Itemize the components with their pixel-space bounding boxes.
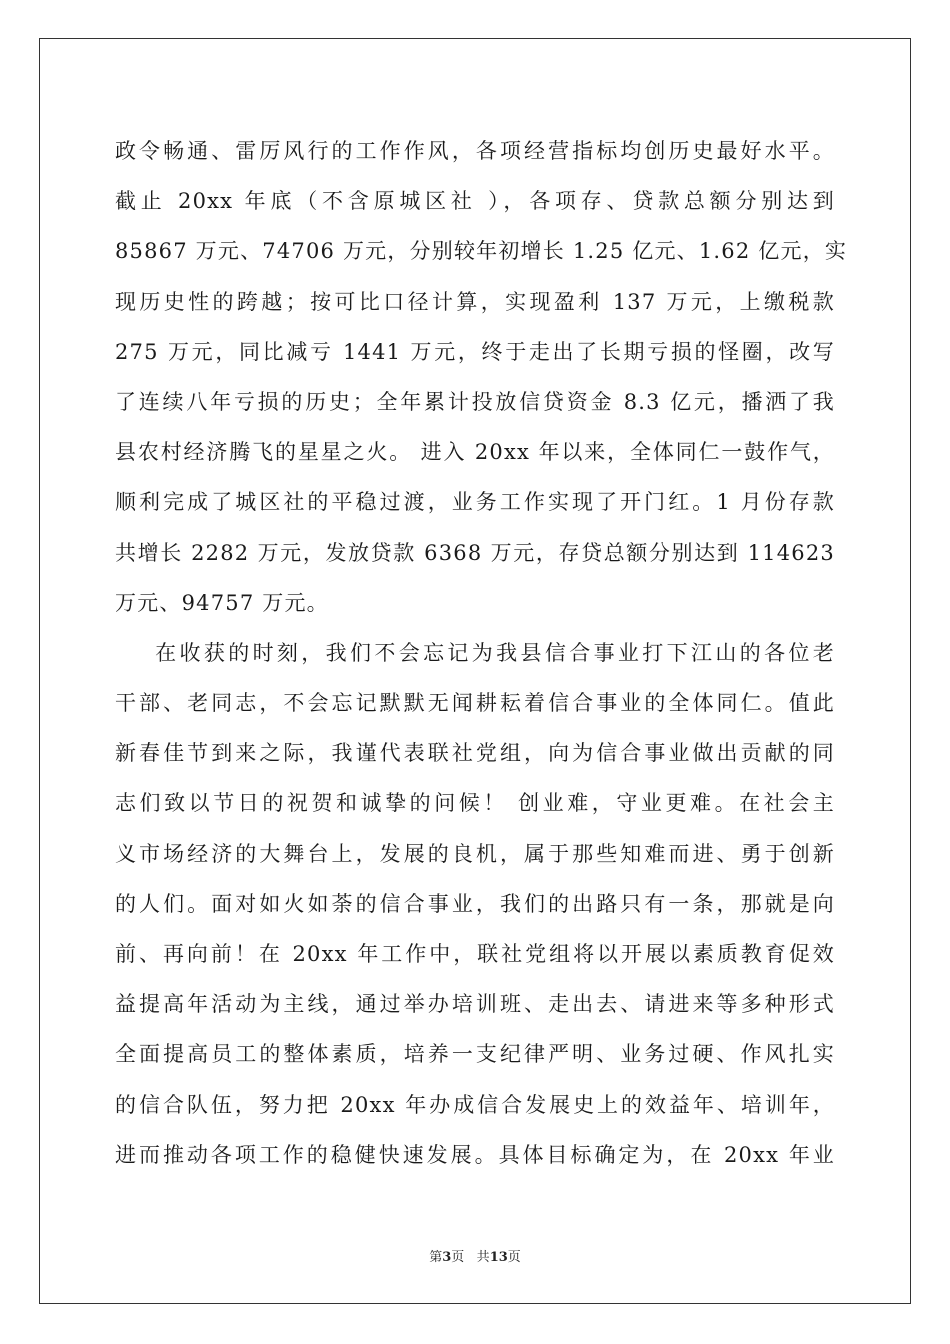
text-line: 的人们。面对如火如荼的信合事业，我们的出路只有一条，那就是向 — [115, 891, 835, 916]
total-prefix: 共 — [476, 1250, 490, 1265]
page-footer — [0, 1246, 950, 1265]
text-line: 志们致以节日的祝贺和诚挚的问候！ 创业难，守业更难。在社会主 — [115, 791, 835, 816]
text-line: 益提高年活动为主线，通过举办培训班、走出去、请进来等多种形式 — [115, 992, 835, 1017]
text-line: 政令畅通、雷厉风行的工作作风，各项经营指标均创历史最好水平。 — [115, 139, 835, 163]
text-line: 现历史性的跨越；按可比口径计算，实现盈利 137 万元，上缴税款 — [115, 289, 835, 314]
text-line: 县农村经济腾飞的星星之火。 进入 20xx 年以来，全体同仁一鼓作气， — [115, 440, 835, 465]
page-total: 13 — [489, 1250, 508, 1265]
text-line: 顺利完成了城区社的平稳过渡，业务工作实现了开门红。1 月份存款 — [115, 490, 835, 515]
text-line: 前、再向前！在 20xx 年工作中，联社党组将以开展以素质教育促效 — [115, 942, 835, 966]
text-line: 万元、94757 万元。 — [115, 590, 329, 615]
document-body — [115, 126, 848, 1180]
text-line: 共增长 2282 万元，发放贷款 6368 万元，存贷总额分别达到 114623 — [115, 540, 835, 565]
text-line: 在收获的时刻，我们不会忘记为我县信合事业打下江山的各位老 — [115, 640, 835, 665]
text-line: 275 万元，同比减亏 1441 万元，终于走出了长期亏损的怪圈，改写 — [115, 339, 835, 364]
text-line: 进而推动各项工作的稳健快速发展。具体目标确定为，在 20xx 年业 — [115, 1142, 835, 1167]
paragraph-2 — [115, 628, 835, 1180]
text-line: 85867 万元、74706 万元，分别较年初增长 1.25 亿元、1.62 亿元，实 — [115, 239, 848, 264]
text-line: 了连续八年亏损的历史；全年累计投放信贷资金 8.3 亿元，播洒了我 — [115, 389, 835, 414]
total-unit: 页 — [507, 1250, 521, 1265]
text-line: 干部、老同志，不会忘记默默无闻耕耘着信合事业的全体同仁。值此 — [115, 691, 835, 716]
paragraph-1 — [115, 126, 848, 628]
page-current: 3 — [442, 1250, 452, 1265]
page-prefix: 第 — [429, 1250, 443, 1265]
text-line: 截止 20xx 年底（不含原城区社 ），各项存、贷款总额分别达到 — [115, 189, 835, 214]
text-line: 全面提高员工的整体素质，培养一支纪律严明、业务过硬、作风扎实 — [115, 1042, 835, 1067]
page-unit: 页 — [451, 1250, 465, 1265]
text-line: 义市场经济的大舞台上，发展的良机，属于那些知难而进、勇于创新 — [115, 841, 835, 866]
text-line: 新春佳节到来之际，我谨代表联社党组，向为信合事业做出贡献的同 — [115, 741, 835, 766]
text-line: 的信合队伍，努力把 20xx 年办成信合发展史上的效益年、培训年， — [115, 1092, 835, 1117]
